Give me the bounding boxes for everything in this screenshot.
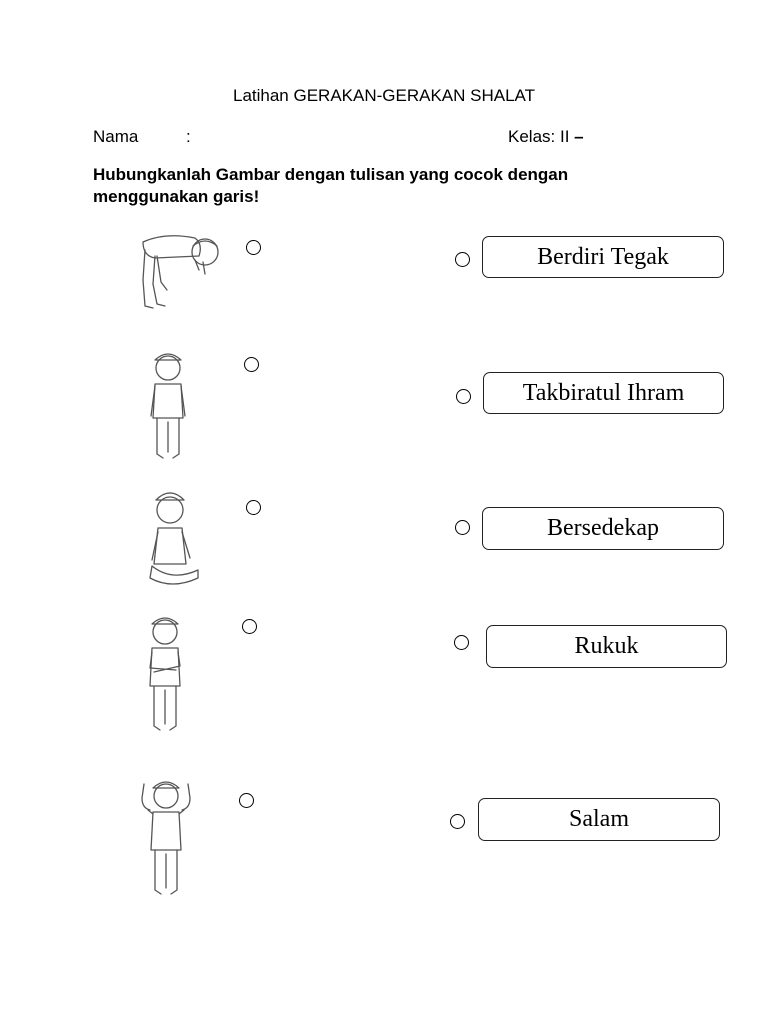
- sitting-boy-figure-icon: [138, 486, 208, 594]
- class-label: [508, 127, 584, 147]
- answer-3-text: Bersedekap: [547, 515, 659, 541]
- instruction: Hubungkanlah Gambar dengan tulisan yang cocok dengan menggunakan garis!: [93, 165, 569, 206]
- answer-5-text: Salam: [569, 806, 629, 832]
- standing-boy-figure-icon: [143, 346, 193, 462]
- answer-box-rukuk: [486, 625, 727, 668]
- worksheet-title: Latihan GERAKAN-GERAKAN SHALAT: [232, 86, 535, 105]
- answer-box-bersedekap: [482, 507, 724, 550]
- bowing-boy-figure-icon: [95, 222, 230, 314]
- answer-4-text: Rukuk: [574, 633, 639, 659]
- answer-box-takbiratul-ihram: [483, 372, 724, 414]
- figure-1-connector[interactable]: [246, 240, 261, 255]
- answer-1-text: Berdiri Tegak: [537, 243, 669, 270]
- name-colon: :: [186, 127, 191, 146]
- answer-2-connector[interactable]: [456, 389, 471, 404]
- arms-folded-boy-figure-icon: [140, 610, 190, 736]
- answer-4-connector[interactable]: [454, 635, 469, 650]
- figure-5-connector[interactable]: [239, 793, 254, 808]
- answer-box-salam: [478, 798, 720, 841]
- answer-box-berdiri-tegak: [482, 236, 724, 278]
- figure-4-connector[interactable]: [242, 619, 257, 634]
- class-label-text: Kelas: II: [508, 127, 570, 146]
- class-dash: –: [574, 127, 584, 146]
- answer-1-connector[interactable]: [455, 252, 470, 267]
- answer-5-connector[interactable]: [450, 814, 465, 829]
- answer-2-text: Takbiratul Ihram: [522, 379, 685, 406]
- answer-3-connector[interactable]: [455, 520, 470, 535]
- figure-3-connector[interactable]: [246, 500, 261, 515]
- figure-2-connector[interactable]: [244, 357, 259, 372]
- name-label: Nama: [93, 127, 139, 146]
- hands-raised-boy-figure-icon: [136, 774, 196, 900]
